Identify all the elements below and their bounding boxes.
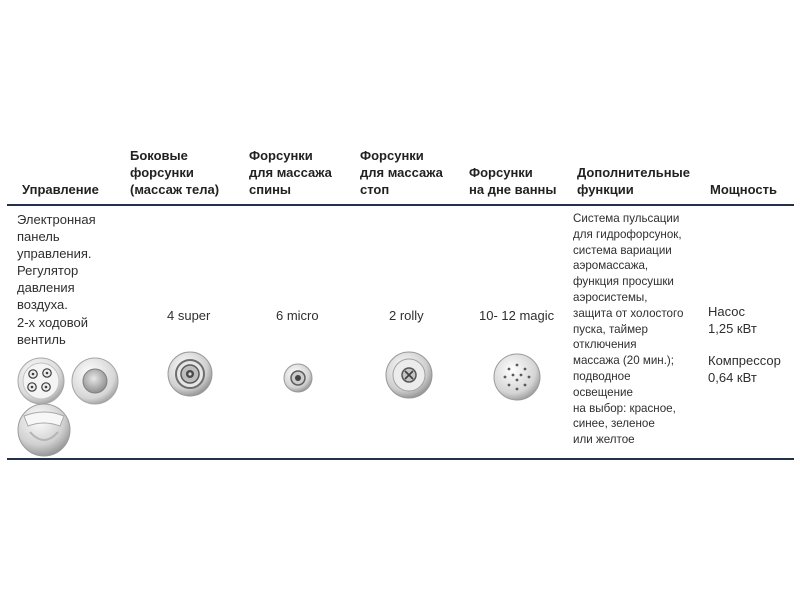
header-rule [7, 204, 794, 206]
extra-functions-text: Система пульсации для гидрофорсунок, система вариации аэромассажа, функция просушки аэросистемы, защита от холостого пуска, таймер отключения массажа (20 мин.); подводное освещение на выбор: красное, синее, зеленое или желтое [573, 212, 684, 447]
header-foot-nozzles: Форсунки для массажа стоп [360, 148, 443, 197]
control-text-panel: Электронная панель управления. [17, 212, 96, 261]
header-power: Мощность [710, 182, 777, 197]
power-compressor-text: Компрессор 0,64 кВт [708, 353, 781, 385]
header-bottom-nozzles: Форсунки на дне ванны [469, 165, 557, 197]
footer-rule [7, 458, 794, 460]
micro-nozzle-icon [282, 362, 314, 394]
air-regulator-button-icon [70, 356, 120, 406]
super-nozzle-icon [166, 350, 214, 398]
rolly-nozzle-icon [384, 350, 434, 400]
bottom-nozzles-value: 10- 12 magic [479, 308, 555, 323]
foot-nozzles-value: 2 rolly [389, 308, 424, 323]
power-pump-text: Насос 1,25 кВт [708, 304, 757, 336]
side-nozzles-value: 4 super [167, 308, 211, 323]
header-back-nozzles: Форсунки для массажа спины [249, 148, 332, 197]
control-text-regulator: Регулятор давления воздуха. [17, 263, 79, 312]
control-text-valve: 2-х ходовой вентиль [17, 315, 89, 347]
back-nozzles-value: 6 micro [276, 308, 319, 323]
header-control: Управление [22, 182, 99, 197]
magic-nozzle-icon [492, 352, 542, 402]
header-extra-functions: Дополнительные функции [577, 165, 690, 197]
two-way-valve-icon [16, 402, 72, 458]
control-panel-icon [16, 356, 66, 406]
header-side-nozzles: Боковые форсунки (массаж тела) [130, 148, 220, 197]
